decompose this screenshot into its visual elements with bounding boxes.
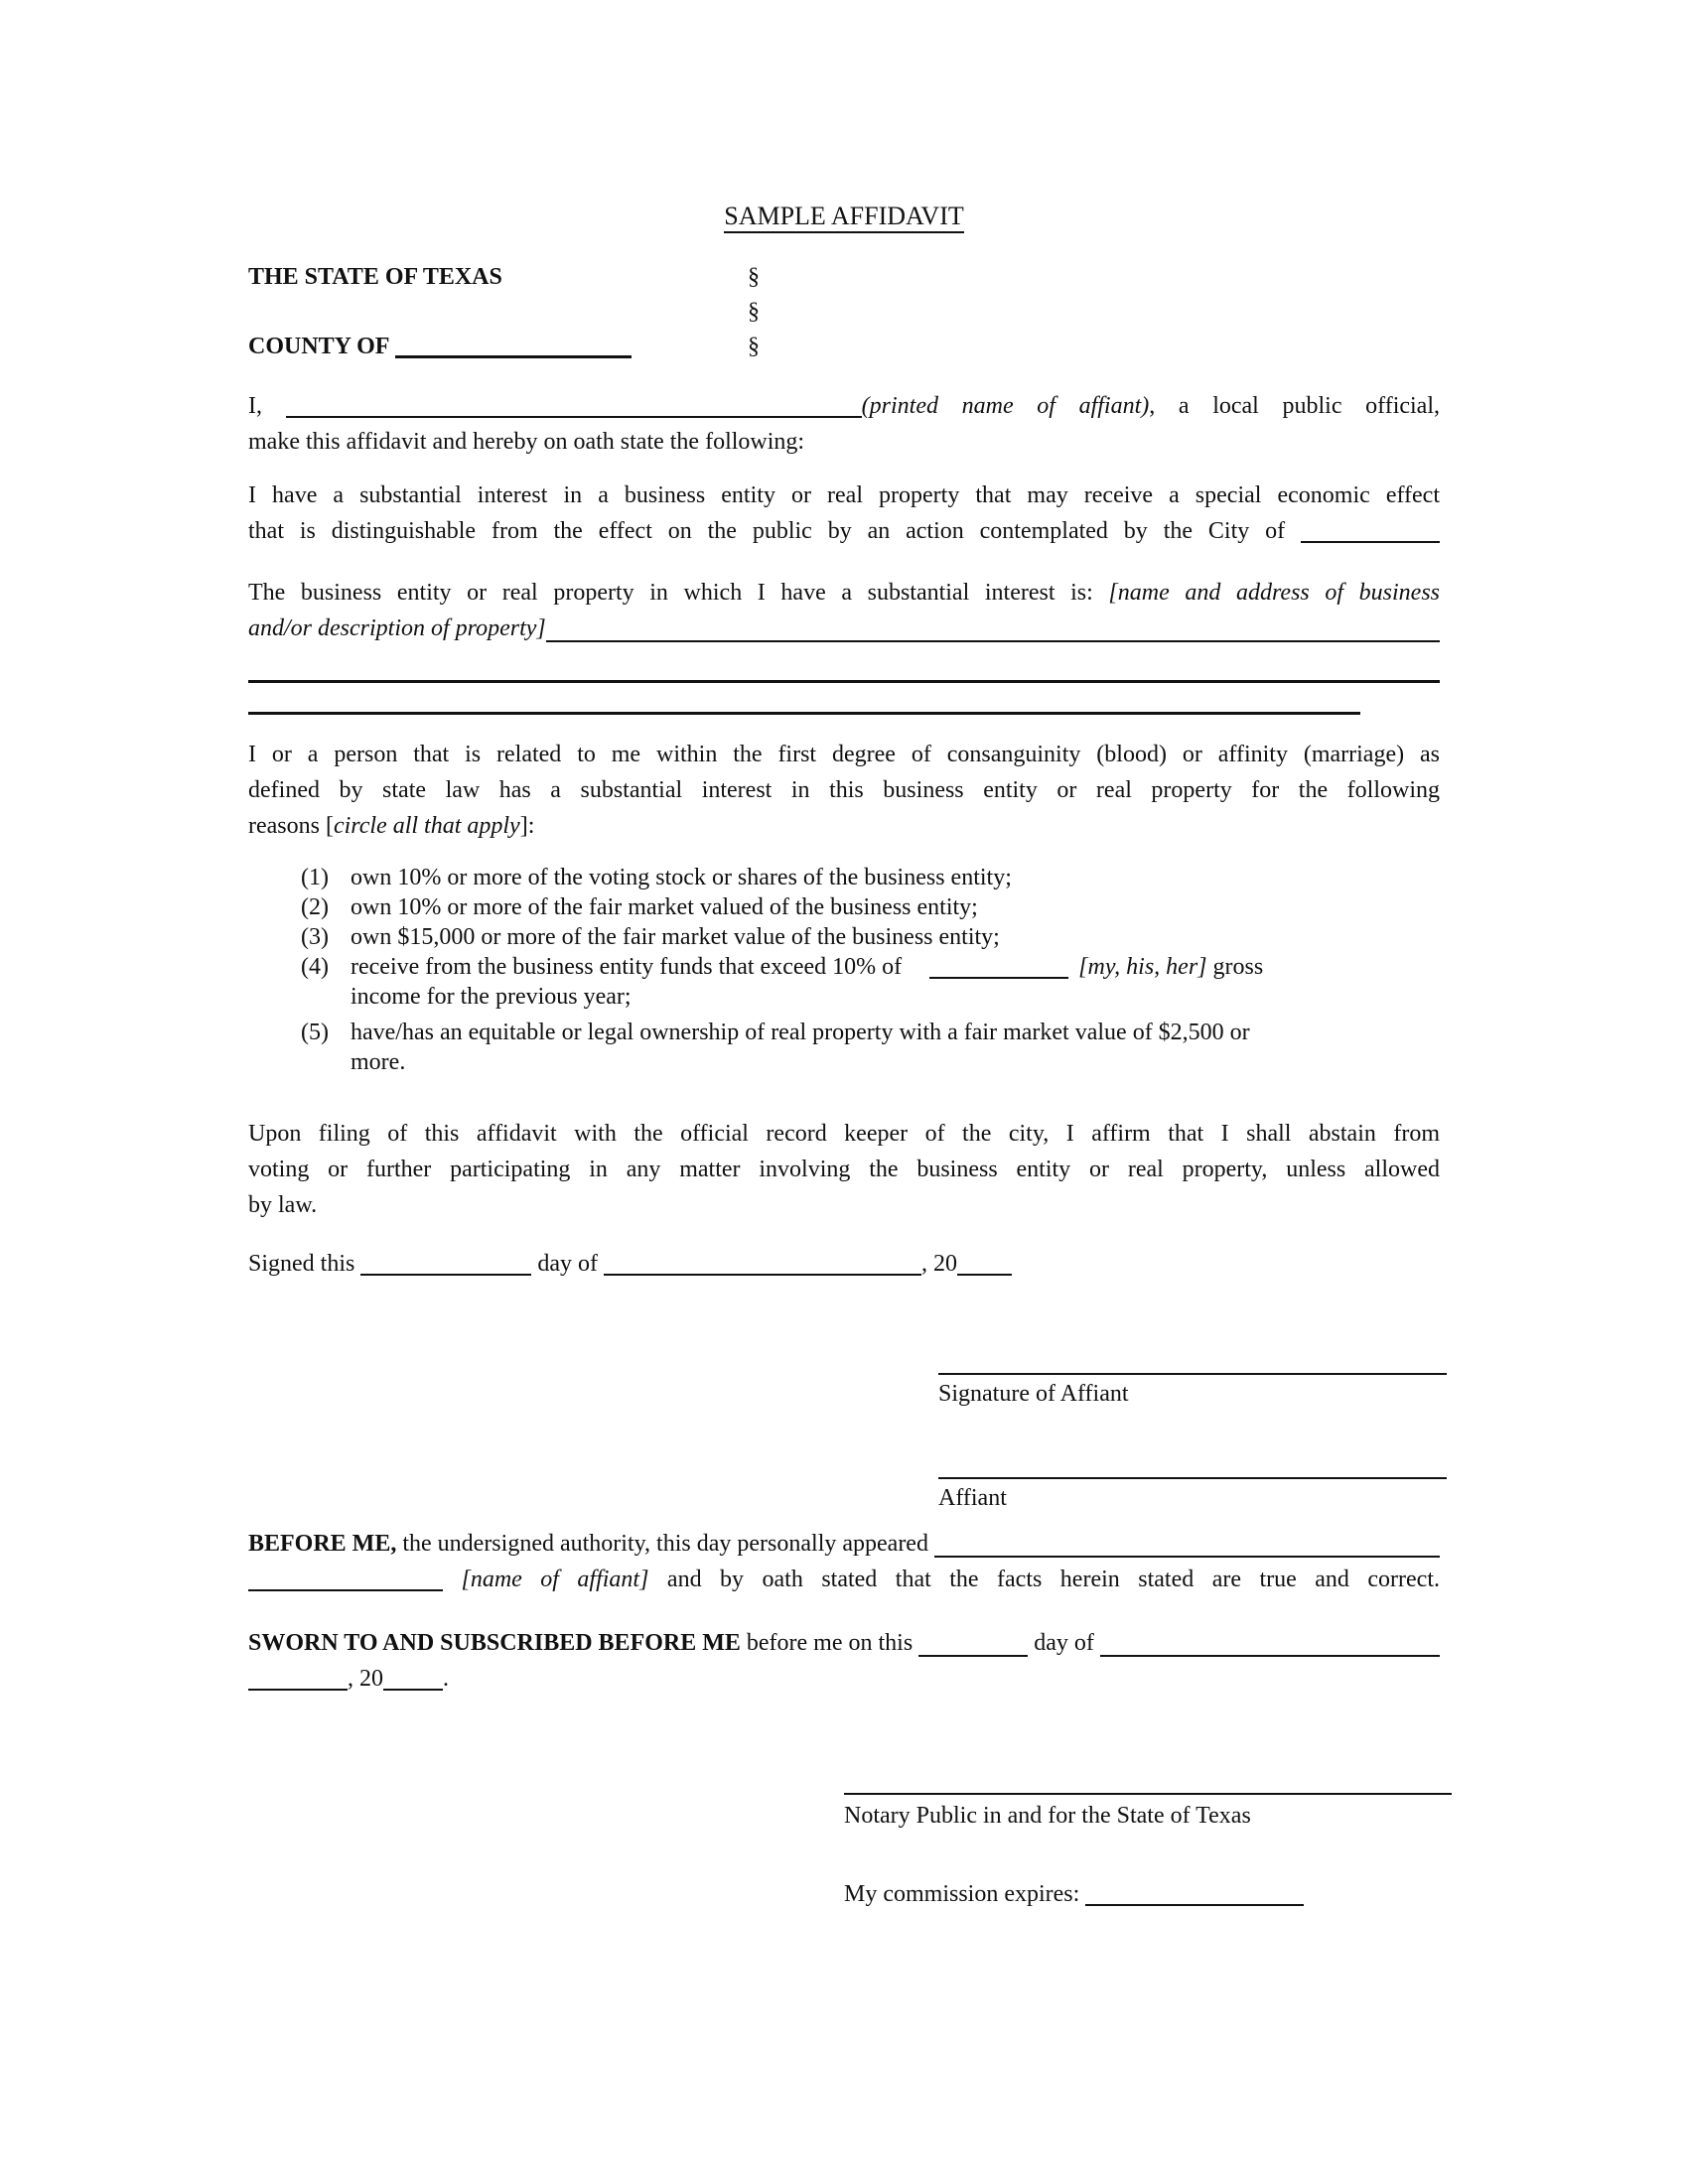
affiant-label: Affiant	[938, 1485, 1007, 1511]
business-line1-text: The business entity or real property in which I have a substantial interest is:	[248, 580, 1109, 606]
appeared-name-blank-2	[248, 1566, 443, 1591]
commission-date-blank	[1085, 1880, 1304, 1906]
list-item	[248, 952, 1440, 1012]
business-paragraph	[248, 575, 1440, 646]
list-item-line1	[351, 952, 1440, 982]
list-item-number: (4)	[301, 954, 329, 980]
business-line1-hint: [name and address of business	[1108, 580, 1440, 606]
county-label: COUNTY OF	[248, 334, 390, 359]
business-line2-hint: and/or description of property]	[248, 615, 546, 641]
list-item	[248, 892, 1440, 922]
list-item-line2: income for the previous year;	[351, 984, 632, 1010]
notary-public-label: Notary Public in and for the State of Texas	[844, 1803, 1251, 1829]
appeared-name-blank	[934, 1526, 1440, 1558]
list-item	[248, 922, 1440, 952]
intro-line1	[248, 388, 1440, 424]
intro-line2: make this affidavit and hereby on oath state the following:	[248, 429, 805, 455]
section-symbol: §	[748, 334, 760, 359]
business-line2	[248, 611, 1440, 646]
jurat-row-middle	[248, 295, 1440, 330]
jurat-header	[248, 260, 1440, 364]
business-line1	[248, 575, 1440, 611]
sworn-text1: before me on this	[746, 1630, 914, 1656]
list-item-number: (1)	[301, 865, 329, 890]
signature-of-affiant-block	[938, 1373, 1447, 1411]
interest-line2	[248, 513, 1440, 549]
county-blank	[395, 332, 632, 358]
signed-year-prefix: , 20	[921, 1251, 957, 1277]
jurat-row-county	[248, 330, 1440, 364]
signed-line	[248, 1246, 1440, 1282]
sworn-period: .	[443, 1666, 449, 1692]
page-title	[248, 199, 1440, 234]
signed-year-blank	[957, 1250, 1012, 1276]
before-me-line1	[248, 1526, 1440, 1562]
before-me-label: BEFORE ME,	[248, 1531, 397, 1557]
signed-month-blank	[604, 1250, 921, 1276]
page-title-text: SAMPLE AFFIDAVIT	[724, 202, 964, 233]
list-item-number: (3)	[301, 924, 329, 950]
signed-lead: Signed this	[248, 1251, 355, 1277]
reasons-list	[248, 863, 1440, 1077]
consanguinity-line3	[248, 808, 1440, 844]
abstain-paragraph	[248, 1116, 1440, 1223]
list-item-line2: more.	[351, 1049, 406, 1075]
before-me-text2: and by oath stated that the facts herein stated are true and correct.	[666, 1567, 1440, 1592]
sworn-paragraph	[248, 1625, 1440, 1697]
abstain-line3: by law.	[248, 1192, 318, 1218]
pronoun-hint: [my, his, her]	[1078, 954, 1207, 980]
list-item	[248, 863, 1440, 892]
sworn-label: SWORN TO AND SUBSCRIBED BEFORE ME	[248, 1630, 741, 1656]
business-blank-line-1	[248, 658, 1440, 683]
signed-mid: day of	[537, 1251, 598, 1277]
list-item-line1: have/has an equitable or legal ownership of real property with a fair market value of $2,500 or	[351, 1020, 1250, 1045]
section-symbol: §	[748, 264, 760, 290]
intro-lead: I,	[248, 393, 262, 419]
before-me-text1: the undersigned authority, this day personally appeared	[402, 1531, 928, 1557]
intro-after-name: , a local public official,	[1149, 393, 1440, 419]
affiant-block	[938, 1477, 1447, 1515]
jurat-row-state	[248, 260, 1440, 295]
before-me-paragraph	[248, 1526, 1440, 1597]
list-item-text: own 10% or more of the voting stock or shares of the business entity;	[351, 865, 1012, 890]
consanguinity-line2: defined by state law has a substantial interest in this business entity or real property for the following	[248, 777, 1440, 803]
business-description-blank	[546, 611, 1440, 642]
sworn-line1	[248, 1625, 1440, 1661]
list-item	[248, 1018, 1440, 1077]
reasons-close: ]:	[519, 813, 535, 839]
commission-label: My commission expires:	[844, 1881, 1080, 1907]
list-item-text: own $15,000 or more of the fair market value of the business entity;	[351, 924, 1000, 950]
sworn-month-blank	[1100, 1625, 1440, 1657]
commission-line	[844, 1876, 1304, 1912]
notary-signature-block	[844, 1793, 1452, 1833]
income-percentage-blank	[929, 953, 1068, 979]
sworn-year-prefix: , 20	[348, 1666, 383, 1692]
reasons-hint: circle all that apply	[333, 813, 520, 839]
sworn-month-blank-2	[248, 1665, 348, 1691]
section-symbol: §	[748, 299, 760, 325]
interest-line1: I have a substantial interest in a business entity or real property that may receive a special economic effect	[248, 482, 1440, 508]
abstain-line2: voting or further participating in any matter involving the business entity or real property, unless allowed	[248, 1157, 1440, 1182]
name-of-affiant-hint: [name of affiant]	[461, 1567, 649, 1592]
affiant-name-hint: (printed name of affiant)	[861, 393, 1150, 419]
signed-day-blank	[360, 1250, 531, 1276]
sworn-day-blank	[918, 1631, 1028, 1657]
abstain-line1: Upon filing of this affidavit with the official record keeper of the city, I affirm that I shall abstain from	[248, 1121, 1440, 1147]
sworn-line2	[248, 1661, 1440, 1697]
city-blank	[1301, 517, 1440, 543]
interest-paragraph	[248, 478, 1440, 549]
consanguinity-line1: I or a person that is related to me within the first degree of consanguinity (blood) or affinity (marriage) as	[248, 742, 1440, 767]
consanguinity-paragraph	[248, 737, 1440, 844]
state-line: THE STATE OF TEXAS	[248, 264, 502, 290]
business-blank-line-2	[248, 690, 1360, 715]
interest-line2-text: that is distinguishable from the effect on the public by an action contemplated by the City of	[248, 518, 1286, 544]
intro-paragraph	[248, 388, 1440, 460]
sworn-mid: day of	[1034, 1630, 1094, 1656]
list-item-text-tail: gross	[1212, 954, 1264, 980]
list-item-number: (5)	[301, 1020, 329, 1045]
reasons-label: reasons [	[248, 813, 334, 839]
list-item-text: receive from the business entity funds that exceed 10% of	[351, 954, 903, 980]
affiant-name-blank	[286, 392, 862, 418]
list-item-number: (2)	[301, 894, 329, 920]
before-me-line2	[248, 1562, 1440, 1597]
list-item-text: own 10% or more of the fair market valued of the business entity;	[351, 894, 978, 920]
sworn-year-blank	[383, 1665, 443, 1691]
signature-of-affiant-label: Signature of Affiant	[938, 1381, 1129, 1407]
